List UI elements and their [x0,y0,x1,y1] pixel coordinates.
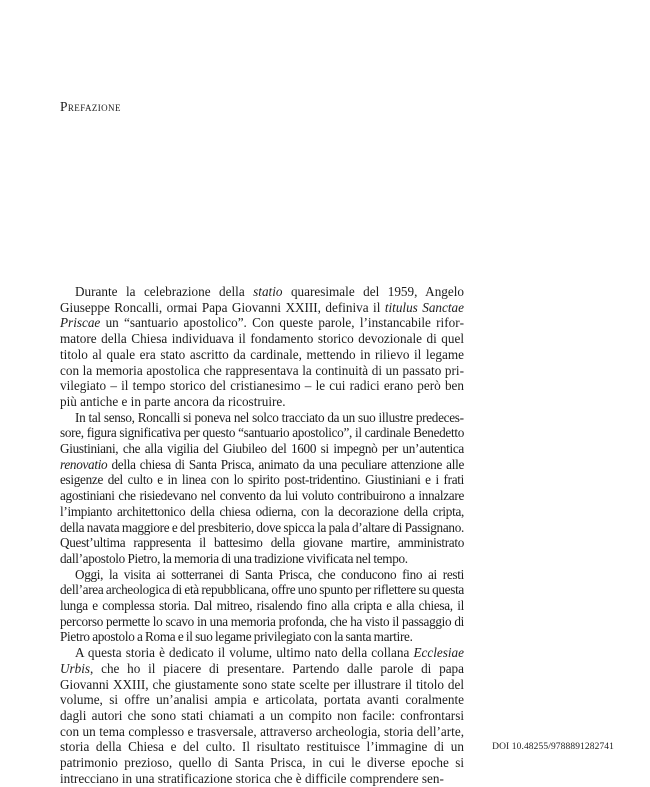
italic-text-run: Ecclesiae Urbis [60,645,464,676]
paragraph-2 [60,410,464,567]
chapter-heading: Prefazione [60,99,121,115]
text-run: Oggi, la visita ai sotterranei di Santa Prisca, che conducono fino ai resti dell’area archeologica di età repubblicana, offre uno spunto per riflettere su questa lunga e complessa storia. Dal mitreo, risalendo fino alla cripta e alla chiesa, il percorso permette lo scavo in una memoria profonda, che ha visto il passaggio di Pietro apostolo a Roma e il suo legame privilegiato con la santa martire. [60,566,464,645]
text-run: In tal senso, Roncalli si poneva nel solco tracciato da un suo illustre predecessore, figura significativa per questo “santuario apostolico”, il cardinale Benedetto Giustiniani, che alla vigilia del Giubileo del 1600 si impegnò per un’autentica [60,409,464,457]
italic-text-run: renovatio [60,456,108,472]
paragraph-1 [60,284,464,410]
text-run: della chiesa di Santa Prisca, animato da una peculiare attenzione alle esigenze del culto e in linea con lo spirito post-tridentino. Giustiniani e i frati agostiniani che risiedevano nel convento da lui voluto contribuirono a innalzare l’impianto architettonico della chiesa odierna, con la decorazione della cripta, della navata maggiore e del presbiterio, dove spicca la pala d’altare di Passignano. Quest’ultima rappresenta il battesimo della giovane martire, amministrato dall’apostolo Pietro, la memoria di una tradizione vivificata nel tempo. [60,456,464,566]
body-text [60,284,464,787]
italic-text-run: titulus Sanctae Priscae [60,299,464,331]
text-run: , che ho il piacere di presentare. Partendo dalle parole di papa Giovanni XXIII, che giustamente sono state scelte per illustrare il titolo del volume, si offre un’analisi ampia e articolata, portata avanti coralmente dagli autori che sono stati chiamati a un compito non facile: confrontarsi con un tema complesso e trasversale, attraverso archeologia, storia dell’arte, storia della Chiesa e del culto. Il risultato restituisce l’immagine di un patrimonio prezioso, quello di Santa Prisca, in cui le diverse epoche si intrecciano in una stratificazione storica che è difficile comprendere sen- [60,660,464,786]
text-run: un “santuario apostolico”. Con queste parole, l’instancabile riformatore della Chiesa individuava il fondamento storico devozionale di quel titolo al quale era stato ascritto da cardinale, mettendo in rilievo il legame con la memoria apostolica che rappresentava la continuità di un passato privilegiato – il tempo storico del cristianesimo – le cui radici erano però ben più antiche e in parte ancora da ricostruire. [60,315,464,409]
doi-footer: DOI 10.48255/9788891282741 [492,742,614,752]
text-run: Durante la celebrazione della [75,284,254,299]
text-run: A questa storia è dedicato il volume, ultimo nato della collana [75,645,414,661]
italic-text-run: statio [253,284,283,299]
paragraph-3 [60,567,464,646]
text-run: quaresimale del 1959, Angelo Giuseppe Roncalli, ormai Papa Giovanni XXIII, definiva il [60,284,464,315]
paragraph-4 [60,645,464,786]
